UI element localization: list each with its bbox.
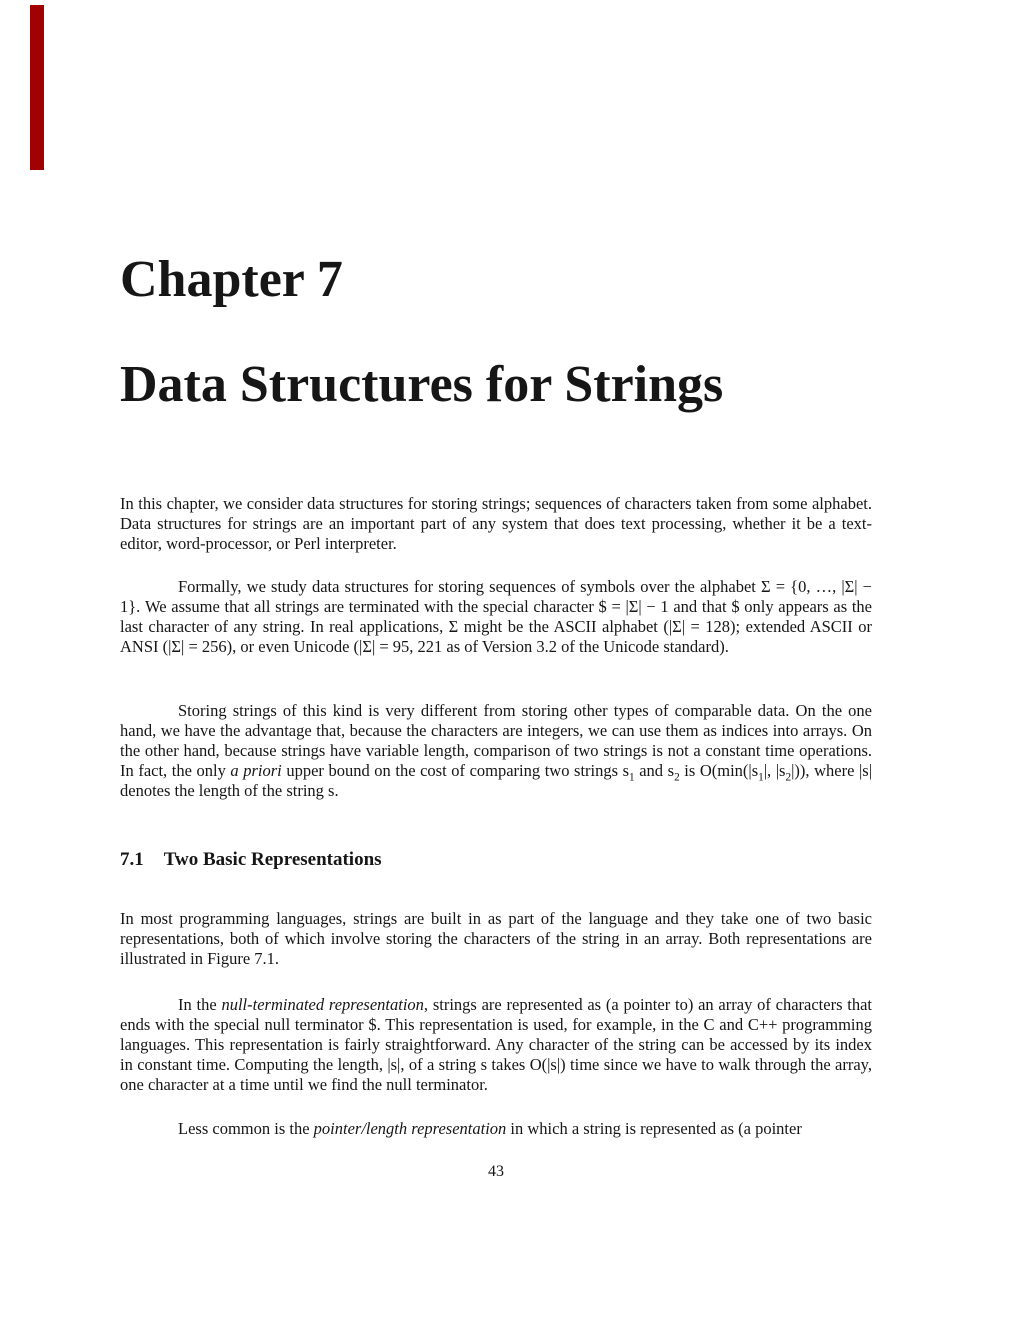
page-number: 43 [488,1163,504,1180]
paragraph-pointer-length: Less common is the pointer/length representation in which a string is represented as (a pointer [178,1119,802,1138]
section-heading [120,849,382,871]
section-number: 7.1 [120,849,144,870]
paragraph-storing-strings: Storing strings of this kind is very different from storing other types of comparable data. On the one hand, we have the advantage that, because the characters are integers, we can use them as indices into arrays. On the other hand, because strings have variable length, comparison of two strings is not a constant time operations. In fact, the only a priori upper bound on the cost of comparing two strings $s_1$ and $s_2$ is $O(\min(|s_1|$, $|s_2|$)), where |s| denotes the length of the string s. [120,701,872,800]
paragraph-two-representations: In most programming languages, strings are built in as part of the language and they take one of two basic representations, both of which involve storing the characters of the string in an array. Both representations are illustrated in Figure 7.1. [120,909,872,968]
red-margin-mark [30,5,44,170]
chapter-number-heading: Chapter 7 [120,251,343,308]
paragraph-intro: In this chapter, we consider data structures for storing strings; sequences of characters taken from some alphabet. Data structures for strings are an important part of any system that does text processing, whether it be a text-editor, word-processor, or Perl interpreter. [120,494,872,553]
section-title: Two Basic Representations [163,849,382,870]
paragraph-formal-alphabet: Formally, we study data structures for storing sequences of symbols over the alphabet Σ = {0, …, |Σ| − 1}. We assume that all strings are terminated with the special character $ = |Σ| − 1 and that $ only appears as the last character of any string. In real applications, Σ might be the ASCII alphabet (|Σ| = 128); extended ASCII or ANSI (|Σ| = 256), or even Unicode (|Σ| = 95, 221 as of Version 3.2 of the Unicode standard). [120,577,872,656]
chapter-title-heading: Data Structures for Strings [120,356,724,413]
paragraph-null-terminated: In the null-terminated representation, strings are represented as (a pointer to) an array of characters that ends with the special null terminator $. This representation is used, for example, in the C and C++ programming languages. This representation is fairly straightforward. Any character of the string can be accessed by its index in constant time. Computing the length, |s|, of a string s takes O(|s|) time since we have to walk through the array, one character at a time until we find the null terminator. [120,995,873,1094]
